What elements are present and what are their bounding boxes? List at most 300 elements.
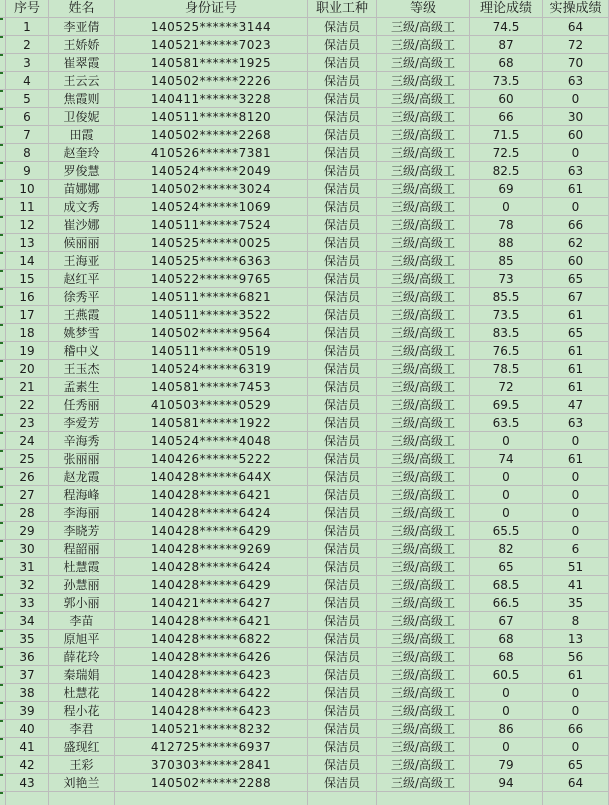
cell-id-number[interactable]: 140428******6424 xyxy=(115,558,308,576)
cell-practical-score[interactable]: 65 xyxy=(543,270,609,288)
cell-index[interactable]: 30 xyxy=(6,540,49,558)
cell-id-number[interactable]: 412725******6937 xyxy=(115,738,308,756)
cell-practical-score[interactable]: 66 xyxy=(543,720,609,738)
cell-level[interactable]: 三级/高级工 xyxy=(377,72,470,90)
cell-theory-score[interactable]: 63.5 xyxy=(470,414,543,432)
cell-name[interactable]: 李君 xyxy=(49,720,115,738)
cell-occupation[interactable]: 保洁员 xyxy=(308,450,377,468)
header-cell-id-number[interactable]: 身份证号 xyxy=(115,0,308,18)
cell-id-number[interactable]: 140581******1922 xyxy=(115,414,308,432)
cell-occupation[interactable]: 保洁员 xyxy=(308,756,377,774)
cell-id-number[interactable]: 140428******6422 xyxy=(115,684,308,702)
cell-practical-score[interactable]: 61 xyxy=(543,342,609,360)
cell-level[interactable]: 三级/高级工 xyxy=(377,342,470,360)
cell-theory-score[interactable]: 73 xyxy=(470,270,543,288)
cell-occupation[interactable]: 保洁员 xyxy=(308,522,377,540)
cell-index[interactable]: 31 xyxy=(6,558,49,576)
cell-theory-score[interactable]: 0 xyxy=(470,486,543,504)
cell-occupation[interactable]: 保洁员 xyxy=(308,396,377,414)
cell-index[interactable]: 20 xyxy=(6,360,49,378)
cell-level[interactable]: 三级/高级工 xyxy=(377,306,470,324)
cell-empty[interactable] xyxy=(377,792,470,805)
cell-level[interactable]: 三级/高级工 xyxy=(377,324,470,342)
cell-name[interactable]: 徐秀平 xyxy=(49,288,115,306)
cell-theory-score[interactable]: 74 xyxy=(470,450,543,468)
cell-name[interactable]: 秦瑞娟 xyxy=(49,666,115,684)
cell-practical-score[interactable]: 66 xyxy=(543,216,609,234)
cell-level[interactable]: 三级/高级工 xyxy=(377,450,470,468)
cell-level[interactable]: 三级/高级工 xyxy=(377,522,470,540)
cell-practical-score[interactable]: 51 xyxy=(543,558,609,576)
cell-occupation[interactable]: 保洁员 xyxy=(308,216,377,234)
cell-practical-score[interactable]: 61 xyxy=(543,306,609,324)
cell-id-number[interactable]: 140428******9269 xyxy=(115,540,308,558)
cell-practical-score[interactable]: 67 xyxy=(543,288,609,306)
cell-name[interactable]: 赵龙霞 xyxy=(49,468,115,486)
cell-id-number[interactable]: 140428******6421 xyxy=(115,486,308,504)
cell-theory-score[interactable]: 85 xyxy=(470,252,543,270)
cell-occupation[interactable]: 保洁员 xyxy=(308,774,377,792)
header-cell-name[interactable]: 姓名 xyxy=(49,0,115,18)
cell-level[interactable]: 三级/高级工 xyxy=(377,90,470,108)
cell-theory-score[interactable]: 79 xyxy=(470,756,543,774)
cell-occupation[interactable]: 保洁员 xyxy=(308,252,377,270)
cell-index[interactable]: 38 xyxy=(6,684,49,702)
cell-practical-score[interactable]: 63 xyxy=(543,162,609,180)
cell-occupation[interactable]: 保洁员 xyxy=(308,144,377,162)
cell-name[interactable]: 任秀丽 xyxy=(49,396,115,414)
cell-name[interactable]: 苗娜娜 xyxy=(49,180,115,198)
cell-id-number[interactable]: 410503******0529 xyxy=(115,396,308,414)
cell-name[interactable]: 杜慧花 xyxy=(49,684,115,702)
cell-practical-score[interactable]: 63 xyxy=(543,72,609,90)
cell-level[interactable]: 三级/高级工 xyxy=(377,378,470,396)
cell-level[interactable]: 三级/高级工 xyxy=(377,720,470,738)
cell-empty[interactable] xyxy=(543,792,609,805)
cell-index[interactable]: 25 xyxy=(6,450,49,468)
cell-index[interactable]: 41 xyxy=(6,738,49,756)
cell-practical-score[interactable]: 0 xyxy=(543,684,609,702)
cell-practical-score[interactable]: 60 xyxy=(543,126,609,144)
cell-level[interactable]: 三级/高级工 xyxy=(377,270,470,288)
cell-name[interactable]: 王娇娇 xyxy=(49,36,115,54)
cell-level[interactable]: 三级/高级工 xyxy=(377,198,470,216)
cell-level[interactable]: 三级/高级工 xyxy=(377,504,470,522)
cell-occupation[interactable]: 保洁员 xyxy=(308,72,377,90)
header-cell-index[interactable]: 序号 xyxy=(6,0,49,18)
cell-name[interactable]: 李爱芳 xyxy=(49,414,115,432)
cell-name[interactable]: 王云云 xyxy=(49,72,115,90)
cell-level[interactable]: 三级/高级工 xyxy=(377,594,470,612)
cell-occupation[interactable]: 保洁员 xyxy=(308,36,377,54)
cell-empty[interactable] xyxy=(115,792,308,805)
cell-occupation[interactable]: 保洁员 xyxy=(308,54,377,72)
cell-practical-score[interactable]: 0 xyxy=(543,90,609,108)
cell-theory-score[interactable]: 0 xyxy=(470,504,543,522)
cell-level[interactable]: 三级/高级工 xyxy=(377,486,470,504)
cell-occupation[interactable]: 保洁员 xyxy=(308,648,377,666)
cell-id-number[interactable]: 140428******6429 xyxy=(115,576,308,594)
cell-id-number[interactable]: 140525******6363 xyxy=(115,252,308,270)
cell-theory-score[interactable]: 0 xyxy=(470,198,543,216)
cell-practical-score[interactable]: 0 xyxy=(543,504,609,522)
cell-id-number[interactable]: 140524******2049 xyxy=(115,162,308,180)
cell-index[interactable]: 5 xyxy=(6,90,49,108)
cell-name[interactable]: 刘艳兰 xyxy=(49,774,115,792)
cell-occupation[interactable]: 保洁员 xyxy=(308,432,377,450)
cell-practical-score[interactable]: 0 xyxy=(543,144,609,162)
cell-occupation[interactable]: 保洁员 xyxy=(308,558,377,576)
cell-index[interactable]: 21 xyxy=(6,378,49,396)
cell-name[interactable]: 赵奎玲 xyxy=(49,144,115,162)
cell-practical-score[interactable]: 61 xyxy=(543,666,609,684)
cell-occupation[interactable]: 保洁员 xyxy=(308,342,377,360)
cell-index[interactable]: 8 xyxy=(6,144,49,162)
cell-practical-score[interactable]: 41 xyxy=(543,576,609,594)
cell-practical-score[interactable]: 70 xyxy=(543,54,609,72)
cell-practical-score[interactable]: 0 xyxy=(543,702,609,720)
cell-id-number[interactable]: 140521******7023 xyxy=(115,36,308,54)
cell-occupation[interactable]: 保洁员 xyxy=(308,468,377,486)
cell-theory-score[interactable]: 68 xyxy=(470,648,543,666)
cell-name[interactable]: 田霞 xyxy=(49,126,115,144)
cell-name[interactable]: 孙慧丽 xyxy=(49,576,115,594)
cell-empty[interactable] xyxy=(308,792,377,805)
cell-index[interactable]: 35 xyxy=(6,630,49,648)
cell-theory-score[interactable]: 72 xyxy=(470,378,543,396)
cell-id-number[interactable]: 140511******7524 xyxy=(115,216,308,234)
cell-theory-score[interactable]: 73.5 xyxy=(470,72,543,90)
cell-id-number[interactable]: 140581******7453 xyxy=(115,378,308,396)
cell-level[interactable]: 三级/高级工 xyxy=(377,162,470,180)
cell-practical-score[interactable]: 64 xyxy=(543,774,609,792)
cell-occupation[interactable]: 保洁员 xyxy=(308,180,377,198)
cell-occupation[interactable]: 保洁员 xyxy=(308,198,377,216)
cell-id-number[interactable]: 140502******2226 xyxy=(115,72,308,90)
cell-occupation[interactable]: 保洁员 xyxy=(308,630,377,648)
cell-index[interactable]: 33 xyxy=(6,594,49,612)
cell-level[interactable]: 三级/高级工 xyxy=(377,738,470,756)
cell-theory-score[interactable]: 88 xyxy=(470,234,543,252)
cell-occupation[interactable]: 保洁员 xyxy=(308,612,377,630)
cell-id-number[interactable]: 140502******3024 xyxy=(115,180,308,198)
cell-theory-score[interactable]: 78.5 xyxy=(470,360,543,378)
cell-index[interactable]: 11 xyxy=(6,198,49,216)
cell-level[interactable]: 三级/高级工 xyxy=(377,216,470,234)
cell-index[interactable]: 32 xyxy=(6,576,49,594)
cell-index[interactable]: 15 xyxy=(6,270,49,288)
cell-index[interactable]: 7 xyxy=(6,126,49,144)
cell-practical-score[interactable]: 61 xyxy=(543,360,609,378)
cell-id-number[interactable]: 140522******9765 xyxy=(115,270,308,288)
cell-occupation[interactable]: 保洁员 xyxy=(308,126,377,144)
cell-id-number[interactable]: 140524******1069 xyxy=(115,198,308,216)
cell-occupation[interactable]: 保洁员 xyxy=(308,324,377,342)
cell-name[interactable]: 王海亚 xyxy=(49,252,115,270)
cell-theory-score[interactable]: 86 xyxy=(470,720,543,738)
cell-name[interactable]: 李亚倩 xyxy=(49,18,115,36)
cell-index[interactable]: 34 xyxy=(6,612,49,630)
cell-name[interactable]: 李海丽 xyxy=(49,504,115,522)
cell-theory-score[interactable]: 69 xyxy=(470,180,543,198)
cell-theory-score[interactable]: 0 xyxy=(470,432,543,450)
cell-index[interactable]: 24 xyxy=(6,432,49,450)
cell-practical-score[interactable]: 6 xyxy=(543,540,609,558)
cell-occupation[interactable]: 保洁员 xyxy=(308,306,377,324)
cell-index[interactable]: 2 xyxy=(6,36,49,54)
cell-name[interactable]: 焦霞则 xyxy=(49,90,115,108)
cell-index[interactable]: 1 xyxy=(6,18,49,36)
cell-level[interactable]: 三级/高级工 xyxy=(377,144,470,162)
cell-practical-score[interactable]: 60 xyxy=(543,252,609,270)
cell-empty[interactable] xyxy=(6,792,49,805)
cell-theory-score[interactable]: 60.5 xyxy=(470,666,543,684)
cell-id-number[interactable]: 370303******2841 xyxy=(115,756,308,774)
cell-level[interactable]: 三级/高级工 xyxy=(377,36,470,54)
cell-name[interactable]: 李苗 xyxy=(49,612,115,630)
cell-id-number[interactable]: 140426******5222 xyxy=(115,450,308,468)
cell-name[interactable]: 卫俊妮 xyxy=(49,108,115,126)
cell-level[interactable]: 三级/高级工 xyxy=(377,756,470,774)
cell-occupation[interactable]: 保洁员 xyxy=(308,720,377,738)
cell-index[interactable]: 6 xyxy=(6,108,49,126)
cell-name[interactable]: 王燕霞 xyxy=(49,306,115,324)
cell-id-number[interactable]: 140428******6421 xyxy=(115,612,308,630)
cell-level[interactable]: 三级/高级工 xyxy=(377,54,470,72)
cell-index[interactable]: 26 xyxy=(6,468,49,486)
cell-name[interactable]: 王玉杰 xyxy=(49,360,115,378)
cell-practical-score[interactable]: 0 xyxy=(543,198,609,216)
cell-practical-score[interactable]: 65 xyxy=(543,324,609,342)
cell-id-number[interactable]: 140428******6424 xyxy=(115,504,308,522)
cell-id-number[interactable]: 140511******0519 xyxy=(115,342,308,360)
cell-level[interactable]: 三级/高级工 xyxy=(377,540,470,558)
cell-name[interactable]: 张丽丽 xyxy=(49,450,115,468)
cell-level[interactable]: 三级/高级工 xyxy=(377,666,470,684)
cell-id-number[interactable]: 140524******6319 xyxy=(115,360,308,378)
cell-empty[interactable] xyxy=(49,792,115,805)
cell-theory-score[interactable]: 0 xyxy=(470,702,543,720)
cell-level[interactable]: 三级/高级工 xyxy=(377,558,470,576)
cell-level[interactable]: 三级/高级工 xyxy=(377,630,470,648)
cell-practical-score[interactable]: 72 xyxy=(543,36,609,54)
cell-level[interactable]: 三级/高级工 xyxy=(377,396,470,414)
cell-level[interactable]: 三级/高级工 xyxy=(377,648,470,666)
cell-theory-score[interactable]: 82.5 xyxy=(470,162,543,180)
cell-theory-score[interactable]: 68.5 xyxy=(470,576,543,594)
cell-index[interactable]: 4 xyxy=(6,72,49,90)
cell-occupation[interactable]: 保洁员 xyxy=(308,90,377,108)
cell-theory-score[interactable]: 66.5 xyxy=(470,594,543,612)
cell-occupation[interactable]: 保洁员 xyxy=(308,702,377,720)
cell-theory-score[interactable]: 67 xyxy=(470,612,543,630)
cell-name[interactable]: 候丽丽 xyxy=(49,234,115,252)
cell-level[interactable]: 三级/高级工 xyxy=(377,126,470,144)
cell-practical-score[interactable]: 64 xyxy=(543,18,609,36)
cell-theory-score[interactable]: 66 xyxy=(470,108,543,126)
cell-index[interactable]: 37 xyxy=(6,666,49,684)
cell-index[interactable]: 23 xyxy=(6,414,49,432)
cell-name[interactable]: 薛花玲 xyxy=(49,648,115,666)
cell-practical-score[interactable]: 47 xyxy=(543,396,609,414)
cell-id-number[interactable]: 140428******6423 xyxy=(115,666,308,684)
cell-occupation[interactable]: 保洁员 xyxy=(308,486,377,504)
cell-name[interactable]: 孟素生 xyxy=(49,378,115,396)
cell-theory-score[interactable]: 78 xyxy=(470,216,543,234)
header-cell-occupation[interactable]: 职业工种 xyxy=(308,0,377,18)
header-cell-theory-score[interactable]: 理论成绩 xyxy=(470,0,543,18)
cell-name[interactable]: 原旭平 xyxy=(49,630,115,648)
cell-id-number[interactable]: 140502******2268 xyxy=(115,126,308,144)
cell-name[interactable]: 程海峰 xyxy=(49,486,115,504)
cell-name[interactable]: 成文秀 xyxy=(49,198,115,216)
cell-name[interactable]: 程小花 xyxy=(49,702,115,720)
cell-id-number[interactable]: 140428******6423 xyxy=(115,702,308,720)
cell-index[interactable]: 39 xyxy=(6,702,49,720)
cell-name[interactable]: 辛海秀 xyxy=(49,432,115,450)
cell-index[interactable]: 28 xyxy=(6,504,49,522)
cell-id-number[interactable]: 140502******9564 xyxy=(115,324,308,342)
cell-id-number[interactable]: 140511******6821 xyxy=(115,288,308,306)
cell-name[interactable]: 崔沙娜 xyxy=(49,216,115,234)
cell-theory-score[interactable]: 69.5 xyxy=(470,396,543,414)
cell-theory-score[interactable]: 71.5 xyxy=(470,126,543,144)
cell-theory-score[interactable]: 65 xyxy=(470,558,543,576)
cell-id-number[interactable]: 140511******3522 xyxy=(115,306,308,324)
cell-level[interactable]: 三级/高级工 xyxy=(377,108,470,126)
cell-name[interactable]: 姚梦雪 xyxy=(49,324,115,342)
cell-index[interactable]: 18 xyxy=(6,324,49,342)
cell-index[interactable]: 17 xyxy=(6,306,49,324)
cell-level[interactable]: 三级/高级工 xyxy=(377,774,470,792)
cell-index[interactable]: 13 xyxy=(6,234,49,252)
cell-theory-score[interactable]: 83.5 xyxy=(470,324,543,342)
cell-id-number[interactable]: 140524******4048 xyxy=(115,432,308,450)
cell-theory-score[interactable]: 60 xyxy=(470,90,543,108)
cell-level[interactable]: 三级/高级工 xyxy=(377,234,470,252)
cell-index[interactable]: 10 xyxy=(6,180,49,198)
cell-practical-score[interactable]: 0 xyxy=(543,522,609,540)
cell-occupation[interactable]: 保洁员 xyxy=(308,288,377,306)
cell-id-number[interactable]: 140428******6822 xyxy=(115,630,308,648)
cell-occupation[interactable]: 保洁员 xyxy=(308,504,377,522)
cell-occupation[interactable]: 保洁员 xyxy=(308,234,377,252)
cell-index[interactable]: 9 xyxy=(6,162,49,180)
cell-id-number[interactable]: 140521******8232 xyxy=(115,720,308,738)
cell-theory-score[interactable]: 68 xyxy=(470,54,543,72)
cell-index[interactable]: 29 xyxy=(6,522,49,540)
cell-occupation[interactable]: 保洁员 xyxy=(308,378,377,396)
cell-theory-score[interactable]: 87 xyxy=(470,36,543,54)
cell-level[interactable]: 三级/高级工 xyxy=(377,18,470,36)
cell-name[interactable]: 郭小丽 xyxy=(49,594,115,612)
cell-theory-score[interactable]: 0 xyxy=(470,468,543,486)
cell-practical-score[interactable]: 8 xyxy=(543,612,609,630)
cell-practical-score[interactable]: 0 xyxy=(543,468,609,486)
cell-practical-score[interactable]: 13 xyxy=(543,630,609,648)
cell-id-number[interactable]: 410526******7381 xyxy=(115,144,308,162)
cell-index[interactable]: 43 xyxy=(6,774,49,792)
cell-id-number[interactable]: 140411******3228 xyxy=(115,90,308,108)
cell-occupation[interactable]: 保洁员 xyxy=(308,414,377,432)
cell-theory-score[interactable]: 74.5 xyxy=(470,18,543,36)
cell-id-number[interactable]: 140525******3144 xyxy=(115,18,308,36)
cell-practical-score[interactable]: 63 xyxy=(543,414,609,432)
cell-practical-score[interactable]: 61 xyxy=(543,180,609,198)
cell-index[interactable]: 40 xyxy=(6,720,49,738)
cell-occupation[interactable]: 保洁员 xyxy=(308,270,377,288)
cell-occupation[interactable]: 保洁员 xyxy=(308,666,377,684)
cell-theory-score[interactable]: 65.5 xyxy=(470,522,543,540)
cell-practical-score[interactable]: 62 xyxy=(543,234,609,252)
cell-practical-score[interactable]: 65 xyxy=(543,756,609,774)
cell-theory-score[interactable]: 94 xyxy=(470,774,543,792)
cell-theory-score[interactable]: 76.5 xyxy=(470,342,543,360)
cell-occupation[interactable]: 保洁员 xyxy=(308,108,377,126)
cell-name[interactable]: 罗俊慧 xyxy=(49,162,115,180)
cell-index[interactable]: 27 xyxy=(6,486,49,504)
cell-index[interactable]: 36 xyxy=(6,648,49,666)
cell-index[interactable]: 3 xyxy=(6,54,49,72)
cell-id-number[interactable]: 140511******8120 xyxy=(115,108,308,126)
cell-occupation[interactable]: 保洁员 xyxy=(308,684,377,702)
cell-level[interactable]: 三级/高级工 xyxy=(377,414,470,432)
cell-theory-score[interactable]: 73.5 xyxy=(470,306,543,324)
cell-level[interactable]: 三级/高级工 xyxy=(377,684,470,702)
cell-id-number[interactable]: 140428******644X xyxy=(115,468,308,486)
cell-level[interactable]: 三级/高级工 xyxy=(377,252,470,270)
cell-index[interactable]: 42 xyxy=(6,756,49,774)
cell-index[interactable]: 14 xyxy=(6,252,49,270)
cell-name[interactable]: 李晓芳 xyxy=(49,522,115,540)
cell-index[interactable]: 19 xyxy=(6,342,49,360)
cell-practical-score[interactable]: 0 xyxy=(543,486,609,504)
cell-name[interactable]: 崔翠霞 xyxy=(49,54,115,72)
cell-empty[interactable] xyxy=(470,792,543,805)
cell-theory-score[interactable]: 0 xyxy=(470,738,543,756)
cell-name[interactable]: 程韶丽 xyxy=(49,540,115,558)
cell-index[interactable]: 12 xyxy=(6,216,49,234)
cell-level[interactable]: 三级/高级工 xyxy=(377,702,470,720)
cell-practical-score[interactable]: 56 xyxy=(543,648,609,666)
cell-theory-score[interactable]: 0 xyxy=(470,684,543,702)
cell-level[interactable]: 三级/高级工 xyxy=(377,288,470,306)
cell-id-number[interactable]: 140581******1925 xyxy=(115,54,308,72)
cell-name[interactable]: 王彩 xyxy=(49,756,115,774)
cell-theory-score[interactable]: 82 xyxy=(470,540,543,558)
cell-level[interactable]: 三级/高级工 xyxy=(377,360,470,378)
cell-name[interactable]: 杜慧霞 xyxy=(49,558,115,576)
cell-name[interactable]: 赵红平 xyxy=(49,270,115,288)
cell-id-number[interactable]: 140502******2288 xyxy=(115,774,308,792)
cell-level[interactable]: 三级/高级工 xyxy=(377,612,470,630)
cell-index[interactable]: 22 xyxy=(6,396,49,414)
cell-index[interactable]: 16 xyxy=(6,288,49,306)
cell-occupation[interactable]: 保洁员 xyxy=(308,360,377,378)
header-cell-level[interactable]: 等级 xyxy=(377,0,470,18)
cell-practical-score[interactable]: 30 xyxy=(543,108,609,126)
cell-occupation[interactable]: 保洁员 xyxy=(308,576,377,594)
cell-level[interactable]: 三级/高级工 xyxy=(377,576,470,594)
cell-level[interactable]: 三级/高级工 xyxy=(377,468,470,486)
cell-level[interactable]: 三级/高级工 xyxy=(377,432,470,450)
cell-occupation[interactable]: 保洁员 xyxy=(308,594,377,612)
cell-id-number[interactable]: 140428******6426 xyxy=(115,648,308,666)
cell-occupation[interactable]: 保洁员 xyxy=(308,540,377,558)
cell-theory-score[interactable]: 72.5 xyxy=(470,144,543,162)
cell-name[interactable]: 稽中义 xyxy=(49,342,115,360)
cell-level[interactable]: 三级/高级工 xyxy=(377,180,470,198)
